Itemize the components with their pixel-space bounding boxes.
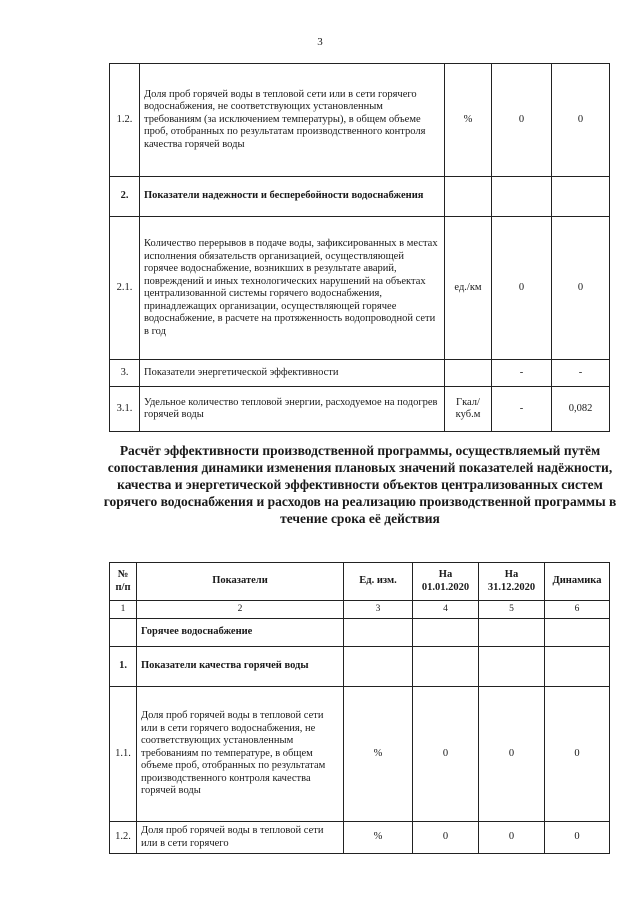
table-row: [110, 647, 610, 687]
row-dynamics: [545, 619, 610, 647]
column-index: 5: [479, 601, 545, 619]
table-row: [110, 64, 610, 177]
row-unit: [344, 619, 413, 647]
header-name: Показатели: [137, 563, 344, 601]
row-value-1: -: [492, 360, 552, 387]
row-text: Доля проб горячей воды в тепловой сети или в сети горячего водоснабжения, не соответствующих установленным требованиям по температуре, в общем объеме проб, отобранных по результатам производственного контроля качества горячей воды: [137, 687, 344, 822]
row-text: Показатели энергетической эффективности: [140, 360, 445, 387]
row-number: 3.1.: [110, 387, 140, 432]
row-value-2: [479, 619, 545, 647]
row-text: Горячее водоснабжение: [137, 619, 344, 647]
row-value-2: -: [552, 360, 610, 387]
row-value-2: 0: [479, 822, 545, 854]
table-header-row: [110, 563, 610, 601]
row-value-1: [492, 177, 552, 217]
row-unit: [445, 360, 492, 387]
row-number: 3.: [110, 360, 140, 387]
row-unit: ед./км: [445, 217, 492, 360]
column-index-row: [110, 601, 610, 619]
table-row: [110, 387, 610, 432]
row-text: Доля проб горячей воды в тепловой сети или в сети горячего: [137, 822, 344, 854]
row-value-1: 0: [492, 64, 552, 177]
row-value-1: [413, 619, 479, 647]
header-date-2: На 31.12.2020: [479, 563, 545, 601]
row-number: 1.: [110, 647, 137, 687]
row-number: 2.: [110, 177, 140, 217]
column-index: 4: [413, 601, 479, 619]
column-index: 3: [344, 601, 413, 619]
table-row: [110, 217, 610, 360]
header-unit: Ед. изм.: [344, 563, 413, 601]
table-row: [110, 177, 610, 217]
row-unit: [344, 647, 413, 687]
table-row: [110, 619, 610, 647]
row-value-1: 0: [492, 217, 552, 360]
row-unit: %: [344, 822, 413, 854]
row-dynamics: 0: [545, 822, 610, 854]
row-number: 1.2.: [110, 64, 140, 177]
row-unit: %: [344, 687, 413, 822]
row-text: Показатели надежности и бесперебойности водоснабжения: [140, 177, 445, 217]
row-value-2: 0,082: [552, 387, 610, 432]
column-index: 6: [545, 601, 610, 619]
column-index: 2: [137, 601, 344, 619]
header-number: № п/п: [110, 563, 137, 601]
row-text: Количество перерывов в подаче воды, зафиксированных в местах исполнения обязательств организацией, осуществляющей горячее водоснабжение, возникших в результате аварий, повреждений и иных технологических нарушений на объектах централизованной системы горячего водоснабжения, принадлежащих организации, осуществляющей горячее водоснабжение, в расчете на протяженность водопроводной сети в год: [140, 217, 445, 360]
row-value-1: [413, 647, 479, 687]
row-number: 2.1.: [110, 217, 140, 360]
row-unit: Гкал/ куб.м: [445, 387, 492, 432]
row-value-2: 0: [479, 687, 545, 822]
row-value-1: -: [492, 387, 552, 432]
row-dynamics: [545, 647, 610, 687]
row-unit: [445, 177, 492, 217]
row-unit: %: [445, 64, 492, 177]
row-value-2: [479, 647, 545, 687]
row-number: 1.1.: [110, 687, 137, 822]
section-heading: Расчёт эффективности производственной программы, осуществляемый путём сопоставления динамики изменения плановых значений показателей надёжности, качества и энергетической эффективности объектов централизованных систем горячего водоснабжения и расходов на реализацию производственной программы в течение срока её действия: [103, 443, 617, 526]
table-row: [110, 687, 610, 822]
table-row: [110, 822, 610, 854]
row-value-2: 0: [552, 64, 610, 177]
row-text: Удельное количество тепловой энергии, расходуемое на подогрев горячей воды: [140, 387, 445, 432]
row-value-1: 0: [413, 822, 479, 854]
row-dynamics: 0: [545, 687, 610, 822]
row-number: [110, 619, 137, 647]
row-value-2: [552, 177, 610, 217]
row-value-2: 0: [552, 217, 610, 360]
header-date-1: На 01.01.2020: [413, 563, 479, 601]
row-number: 1.2.: [110, 822, 137, 854]
header-dynamics: Динамика: [545, 563, 610, 601]
efficiency-table: [109, 562, 610, 854]
indicators-table: [109, 63, 610, 432]
row-value-1: 0: [413, 687, 479, 822]
page-number: 3: [317, 36, 323, 48]
table-row: [110, 360, 610, 387]
column-index: 1: [110, 601, 137, 619]
row-text: Показатели качества горячей воды: [137, 647, 344, 687]
row-text: Доля проб горячей воды в тепловой сети или в сети горячего водоснабжения, не соответствующих установленным требованиям (за исключением температуры), в общем объеме проб, отобранных по результатам производственного контроля качества горячей воды: [140, 64, 445, 177]
